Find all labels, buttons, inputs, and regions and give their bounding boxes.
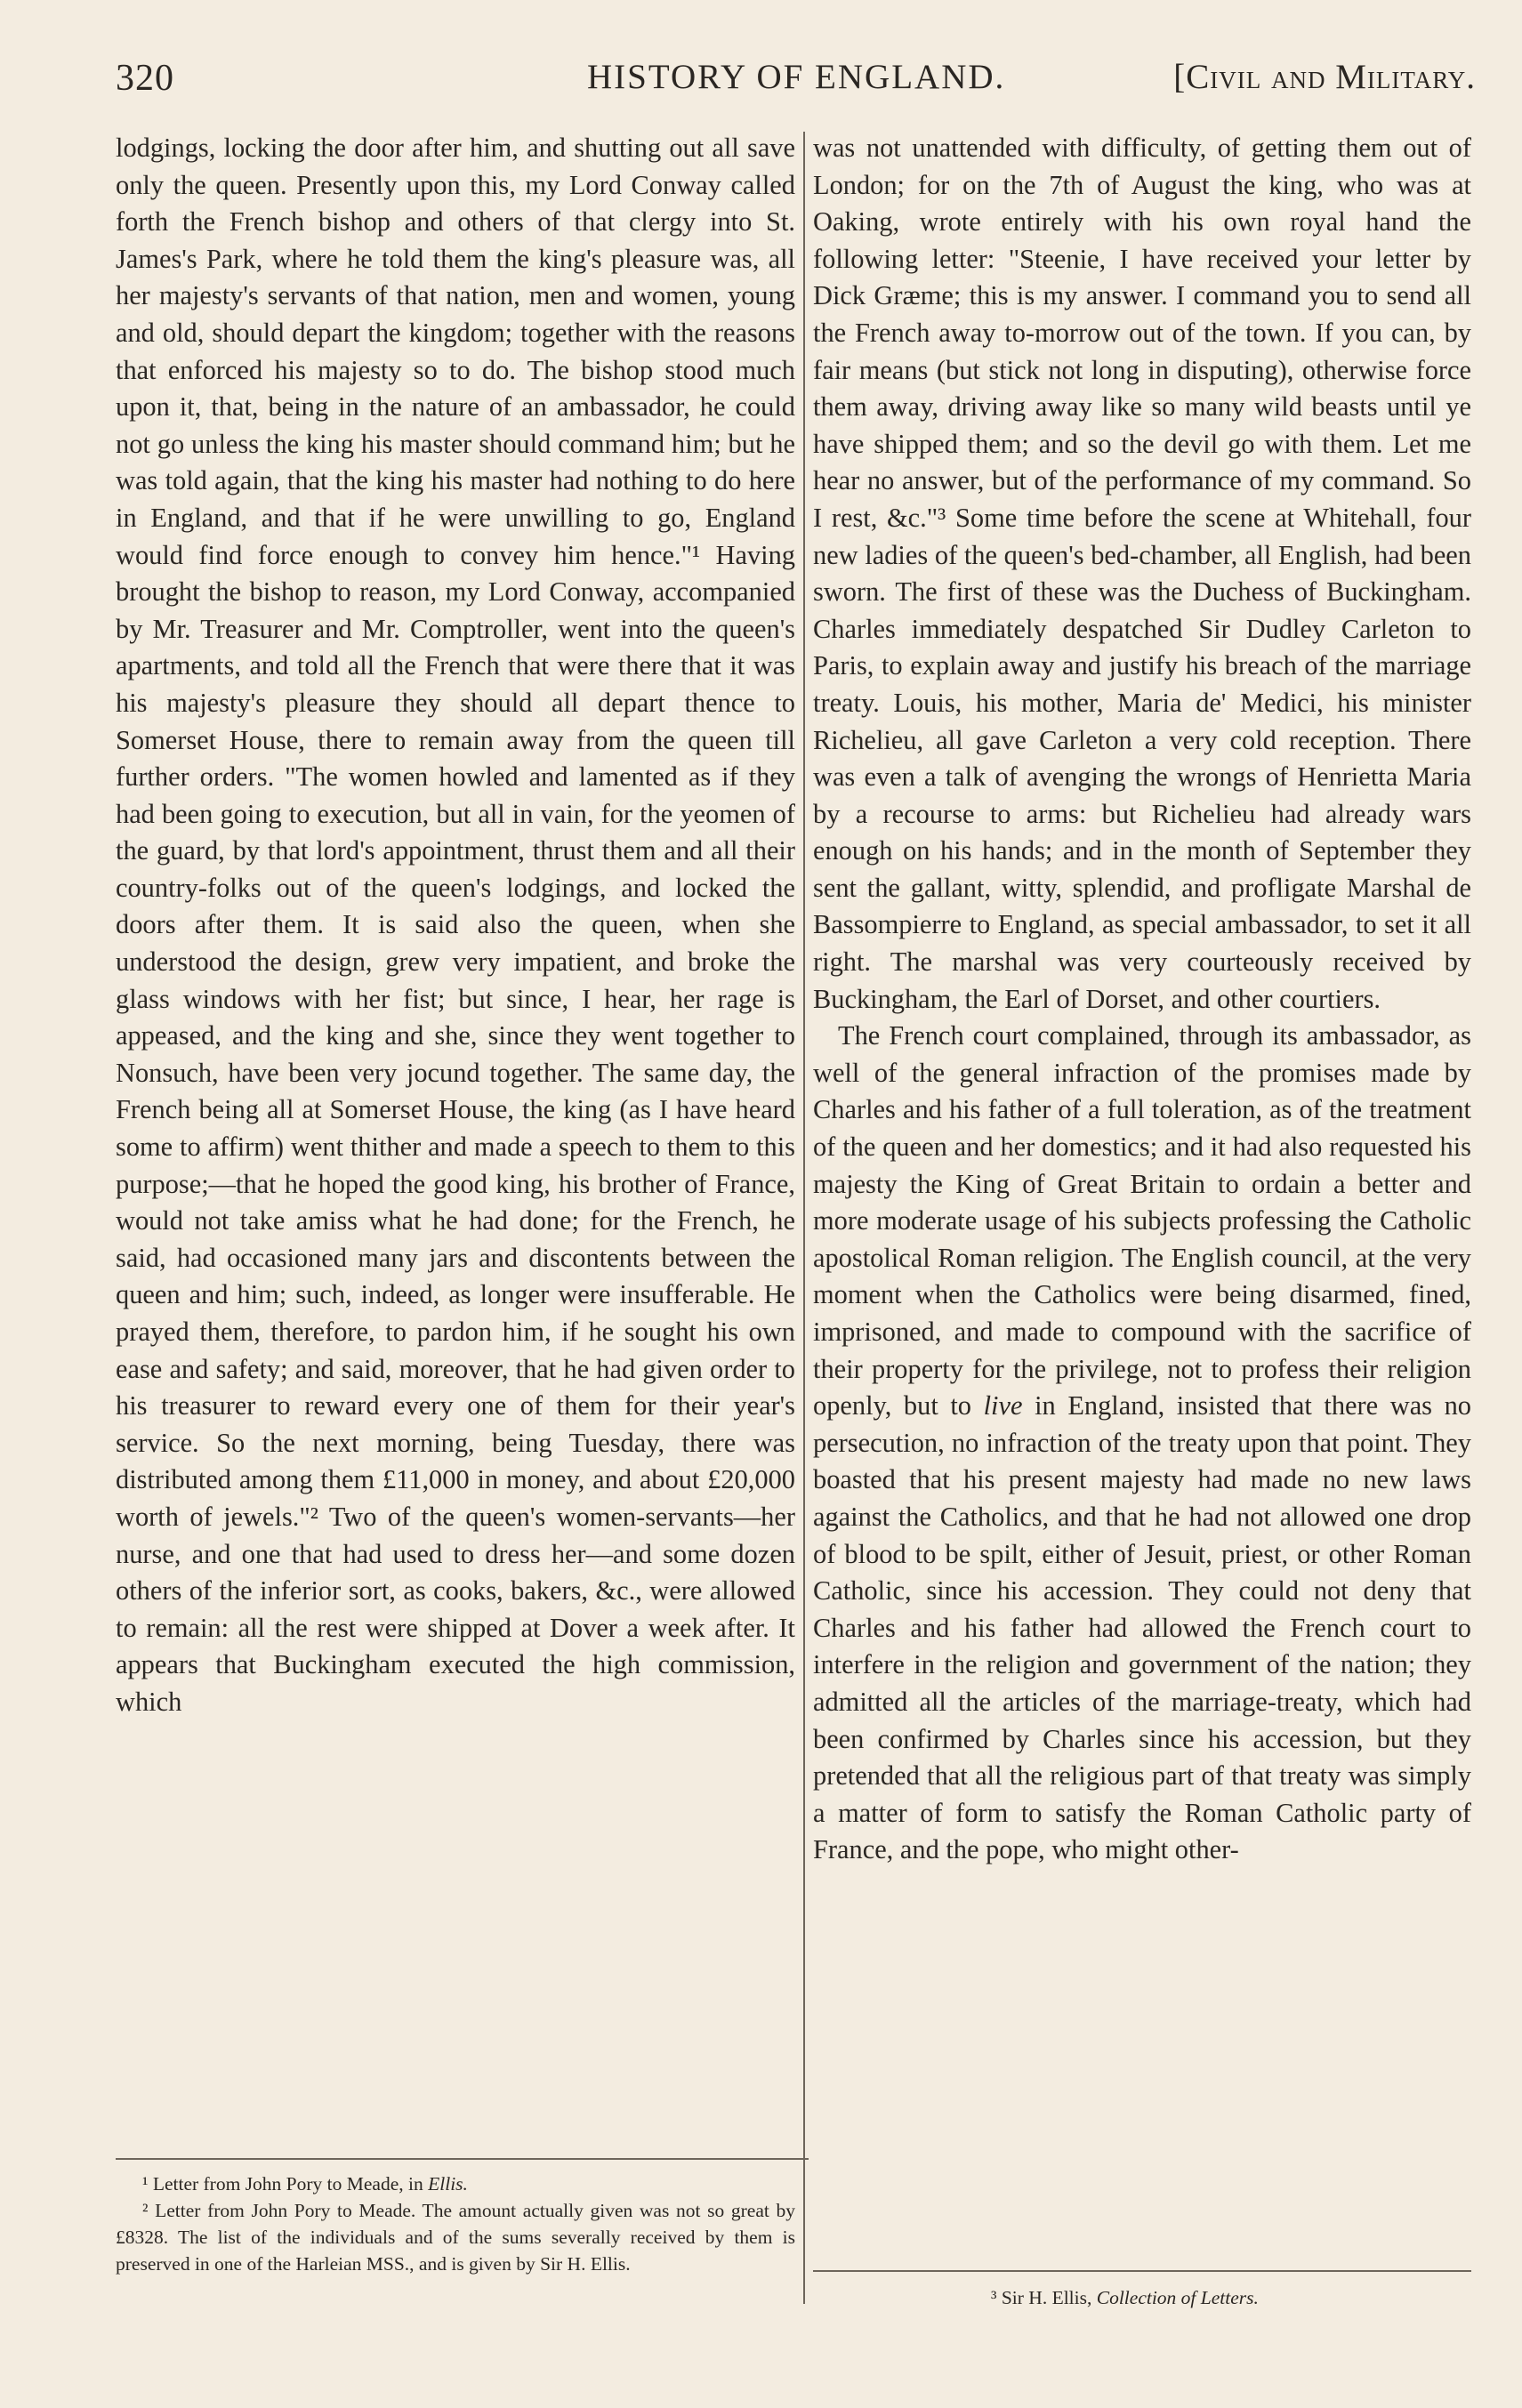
footnote-1-source: Ellis. (428, 2173, 468, 2195)
footnote-3-text: ³ Sir H. Ellis, (991, 2287, 1097, 2308)
right-paragraph-2-text: The French court complained, through its ambassador, as well of the general infraction of the promises made by Charles and his father of a full toleration, as of the treatment of the queen and her domestics; and it had also requested his majesty the King of Great Britain to ordain a better and more moderate usage of his subjects professing the Catholic apostolical Roman religion. The English council, at the very moment when the Catholics were being disarmed, fined, imprisoned, and made to compound with the sacrifice of their property for the privilege, not to profess their religion openly, but to (813, 1020, 1471, 1421)
footnote-1 (116, 2170, 795, 2197)
right-paragraph-1: was not unattended with difficulty, of getting them out of London; for on the 7th of August the king, who was at Oaking, wrote entirely with his own royal hand the following letter: "Steenie, I have received your letter by Dick Græme; this is my answer. I command you to send all the French away to-morrow out of the town. If you can, by fair means (but stick not long in disputing), otherwise force them away, driving away like so many wild beasts until ye have shipped them; and so the devil go with them. Let me hear no answer, but of the performance of my command. So I rest, &c."³ Some time before the scene at Whitehall, four new ladies of the queen's bed-chamber, all English, had been sworn. The first of these was the Duchess of Buckingham. Charles immediately despatched Sir Dudley Carleton to Paris, to explain away and justify his breach of the marriage treaty. Louis, his mother, Maria de' Medici, his minister Richelieu, all gave Carleton a very cold reception. There was even a talk of avenging the wrongs of Henrietta Maria by a recourse to arms: but Richelieu had already wars enough on his hands; and in the month of September they sent the gallant, witty, splendid, and profligate Marshal de Bassompierre to England, as special ambassador, to set it all right. The marshal was very courteously received by Buckingham, the Earl of Dorset, and other courtiers. (813, 133, 1471, 1014)
footnote-3-source: Collection of Letters. (1096, 2287, 1259, 2308)
right-paragraph-2-text-cont: in England, insisted that there was no persecution, no infraction of the treaty upon that point. They boasted that his present majesty had made no new laws against the Catholics, and that he had not allowed one drop of blood to be spilt, either of Jesuit, priest, or other Roman Catholic, since his accession. They could not deny that Charles and his father had allowed the French court to interfere in the religion and government of the nation; they admitted all the articles of the marriage-treaty, which had been confirmed by Charles since his accession, but they pretended that all the religious part of that treaty was simply a matter of form to satisfy the Roman Catholic party of France, and the pope, who might other- (813, 1390, 1471, 1865)
left-paragraph: lodgings, locking the door after him, and shutting out all save only the queen. Presently upon this, my Lord Conway called forth the French bishop and others of that clergy into St. James's Park, where he told them the king's pleasure was, all her majesty's servants of that nation, men and women, young and old, should depart the kingdom; together with the reasons that enforced his majesty so to do. The bishop stood much upon it, that, being in the nature of an ambassador, he could not go unless the king his master should command him; but he was told again, that the king his master had nothing to do here in England, and that if he were unwilling to go, England would find force enough to convey him hence."¹ Having brought the bishop to reason, my Lord Conway, accompanied by Mr. Treasurer and Mr. Comptroller, went into the queen's apartments, and told all the French that were there that it was his majesty's pleasure they should all depart thence to Somerset House, there to remain away from the queen till further orders. "The women howled and lamented as if they had been going to execution, but all in vain, for the yeomen of the guard, by that lord's appointment, thrust them and all their country-folks out of the queen's lodgings, and locked the doors after them. It is said also the queen, when she understood the design, grew very impatient, and broke the glass windows with her fist; but since, I hear, her rage is appeased, and the king and she, since they went together to Nonsuch, have been very jocund together. The same day, the French being all at Somerset House, the king (as I have heard some to affirm) went thither and made a speech to them to this purpose;—that he hoped the good king, his brother of France, would not take amiss what he had done; for the French, he said, had occasioned many jars and discontents between the queen and him; such, indeed, as longer were insufferable. He prayed them, therefore, to pardon him, if he sought his own ease and safety; and said, moreover, that he had given order to his treasurer to reward every one of them for their year's service. So the next morning, being Tuesday, there was distributed among them £11,000 in money, and about £20,000 worth of jewels."² Two of the queen's women-servants—her nurse, and one that had used to dress her—and some dozen others of the inferior sort, as cooks, bakers, &c., were allowed to remain: all the rest were shipped at Dover a week after. It appears that Buckingham executed the high commission, which (116, 133, 795, 1717)
column-divider (803, 132, 805, 2304)
footnote-rule-right (813, 2270, 1471, 2272)
footnote-1-text: ¹ Letter from John Pory to Meade, in (142, 2173, 429, 2195)
footnote-rule-left (116, 2158, 809, 2160)
right-column (813, 130, 1471, 1869)
running-title: HISTORY OF ENGLAND. (587, 58, 1006, 96)
running-header (116, 57, 1476, 110)
section-title: [Civil and Military. (1173, 58, 1476, 96)
footnote-2: ² Letter from John Pory to Meade. The amount actually given was not so great by £8328. The list of the individuals and of the sums severally received by them is preserved in one of the Harleian MSS., and is given by Sir H. Ellis. (116, 2200, 795, 2275)
left-column (116, 130, 795, 1721)
emphasis-live: live (983, 1390, 1023, 1421)
page-number: 320 (116, 58, 174, 99)
footnotes-right (813, 2284, 1471, 2311)
right-paragraph-2 (813, 1018, 1471, 1869)
footnotes-left (116, 2170, 795, 2277)
footnote-3 (813, 2284, 1471, 2311)
